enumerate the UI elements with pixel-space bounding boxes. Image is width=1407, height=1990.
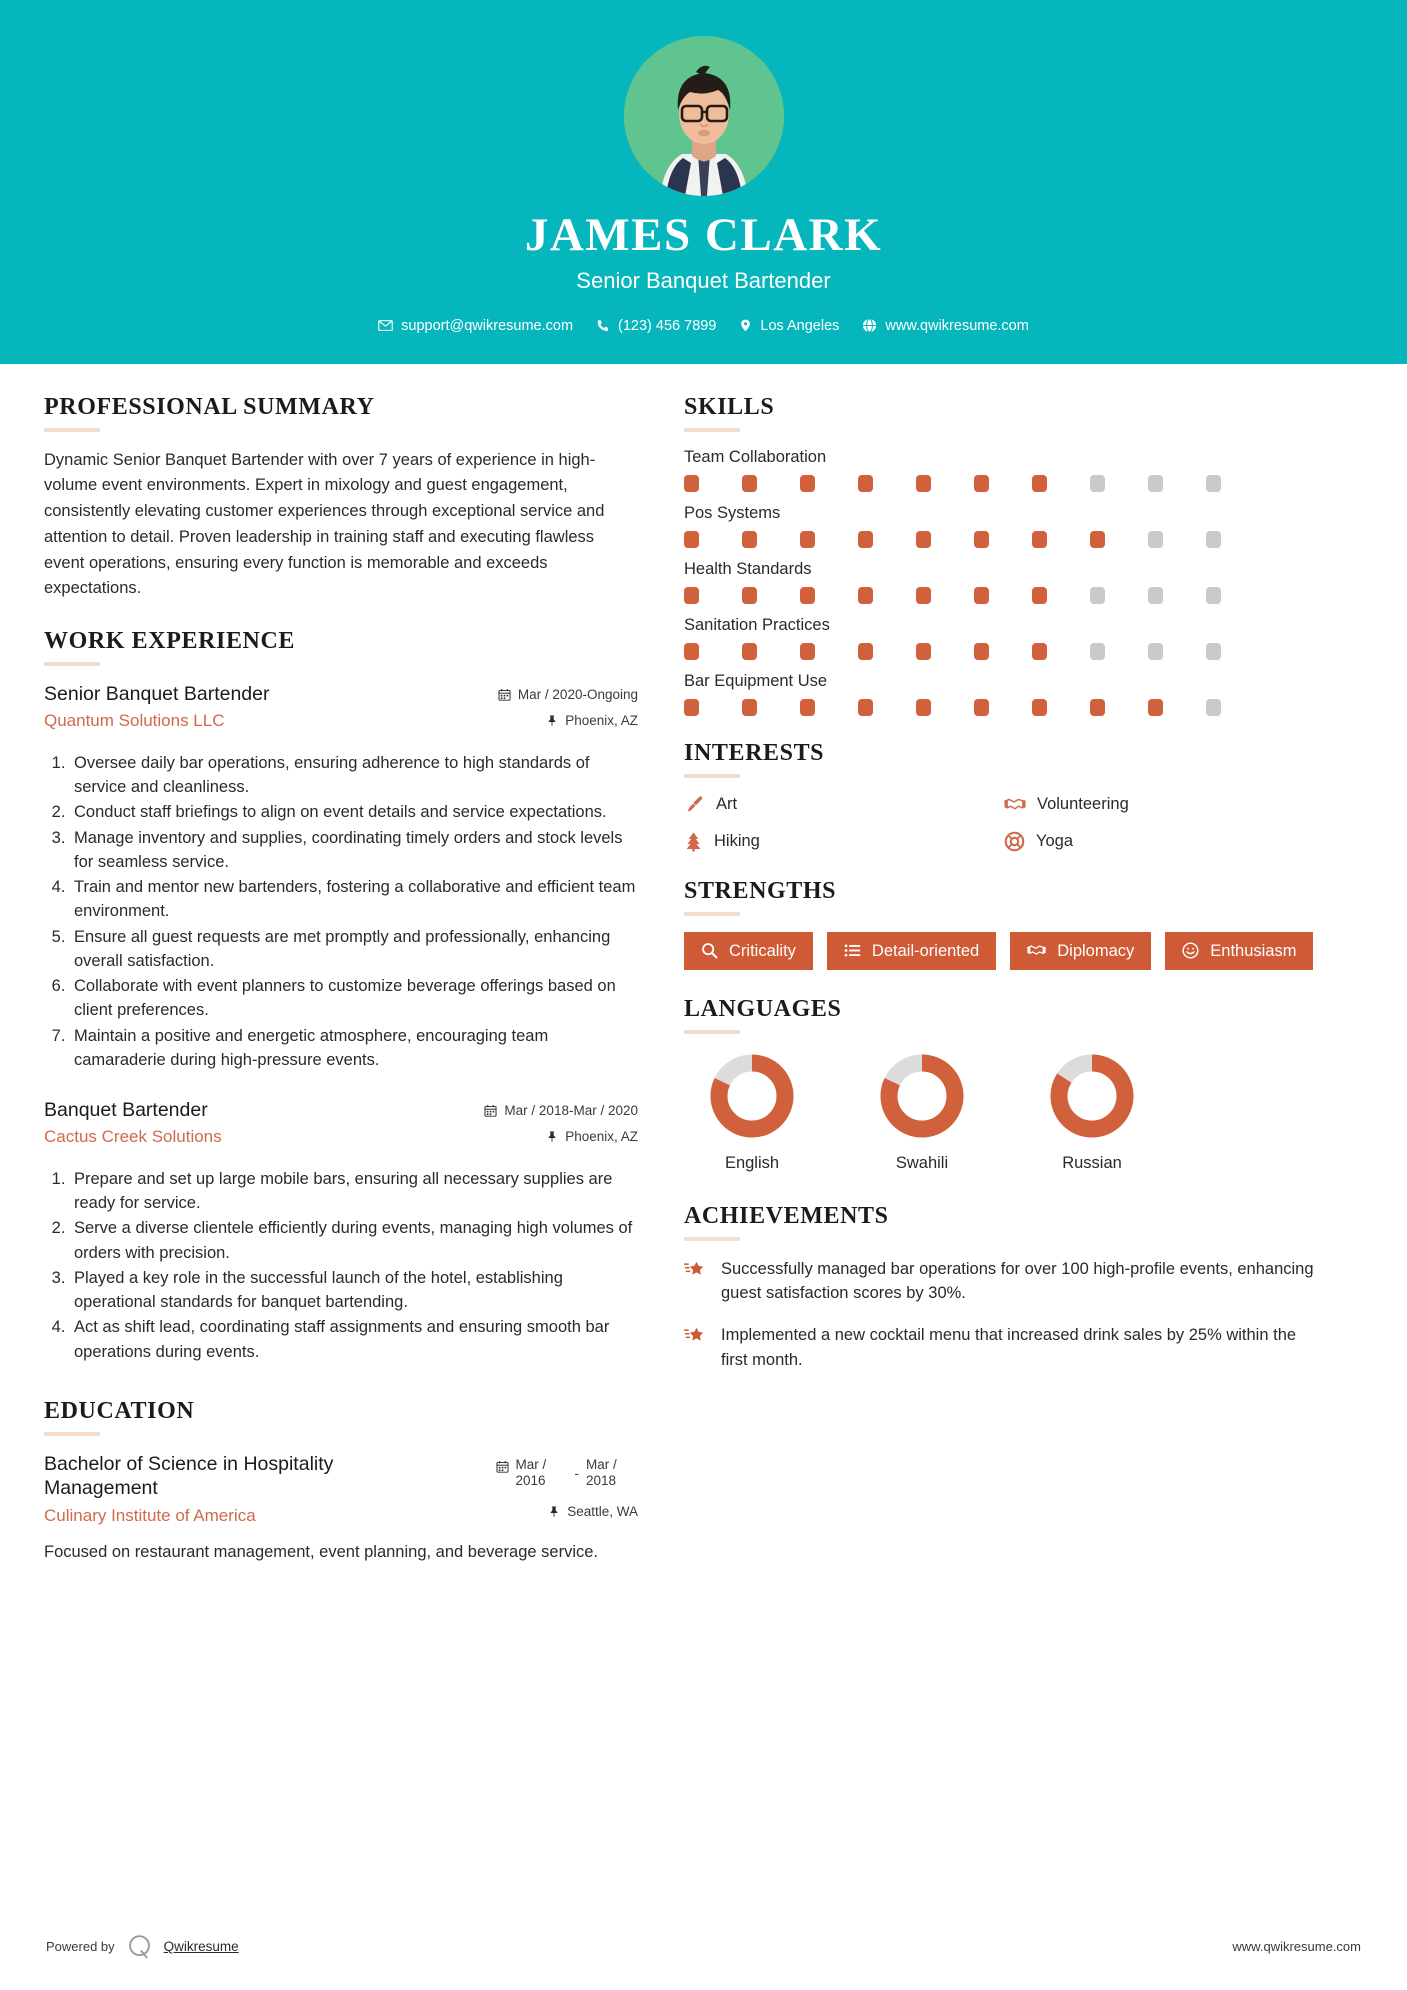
skill-dot — [800, 531, 815, 548]
section-rule — [684, 912, 740, 916]
section-work-experience — [44, 628, 638, 1364]
pushpin-icon — [546, 1130, 558, 1143]
section-heading: LANGUAGES — [684, 995, 842, 1022]
strength-chip-detail-oriented[interactable] — [827, 932, 996, 970]
skill-dot — [1206, 699, 1221, 716]
skill-dot — [1148, 699, 1163, 716]
page-title: JAMES CLARK — [524, 209, 883, 261]
list-icon — [844, 942, 861, 959]
phone-icon — [596, 319, 610, 333]
list-item: 2. Conduct staff briefings to align on event details and service expectations. — [70, 800, 638, 824]
skill-dot — [916, 587, 931, 604]
work-company: Quantum Solutions LLC — [44, 711, 225, 731]
skill-dot — [974, 699, 989, 716]
footer-powered-label: Powered by — [46, 1939, 115, 1954]
skill-dot — [974, 643, 989, 660]
education-end-date: Mar / 2018 — [586, 1456, 617, 1489]
education-date-separator: - — [574, 1465, 579, 1481]
language-label: Russian — [1062, 1153, 1122, 1172]
skill-dot — [1032, 531, 1047, 548]
skill-dot — [858, 531, 873, 548]
qwikresume-logo-icon — [126, 1933, 153, 1960]
section-rule — [44, 662, 100, 666]
footer-powered-by — [46, 1933, 239, 1960]
language-donut-chart — [1046, 1050, 1138, 1142]
resume-header — [0, 0, 1407, 364]
skill-dot — [742, 587, 757, 604]
skill-dot — [916, 531, 931, 548]
skill-dot — [1090, 475, 1105, 492]
interest-label: Hiking — [714, 831, 760, 850]
resume-body — [0, 364, 1407, 1907]
footer-website[interactable]: www.qwikresume.com — [1232, 1939, 1361, 1954]
section-achievements — [684, 1203, 1314, 1372]
section-heading: WORK EXPERIENCE — [44, 628, 296, 655]
achievement-item — [684, 1323, 1314, 1372]
skill-rating — [684, 531, 1314, 548]
work-location — [433, 1129, 638, 1146]
skill-row — [684, 504, 1314, 548]
section-rule — [684, 1237, 740, 1241]
skill-dot — [1032, 475, 1047, 492]
skill-dot — [800, 643, 815, 660]
interest-item — [1004, 831, 1314, 852]
education-start-date: Mar / 2016 — [515, 1456, 547, 1489]
work-company: Cactus Creek Solutions — [44, 1127, 222, 1147]
section-heading: ACHIEVEMENTS — [684, 1202, 889, 1229]
list-item: 2. Serve a diverse clientele efficiently during events, managing high volumes of orders with precision. — [70, 1216, 638, 1265]
language-donut-chart — [876, 1050, 968, 1142]
summary-text: Dynamic Senior Banquet Bartender with over 7 years of experience in high-volume event environments. Expert in mixology and guest engagement, consistently elevating customer experiences through exceptional service and attention to detail. Proven leadership in training staff and executing flawless event operations, ensuring every function is memorable and exceeds expectations. — [44, 450, 605, 598]
contact-phone-text: (123) 456 7899 — [618, 317, 717, 334]
skill-label: Team Collaboration — [684, 447, 827, 466]
skill-dot — [684, 475, 699, 492]
section-heading: STRENGTHS — [684, 877, 837, 904]
work-location — [433, 713, 638, 730]
skill-rating — [684, 643, 1314, 660]
skill-dot — [1148, 643, 1163, 660]
avatar — [624, 36, 784, 196]
star-badge-icon — [684, 1326, 706, 1347]
list-item: 1. Oversee daily bar operations, ensuring adherence to high standards of service and cleanliness. — [70, 751, 638, 800]
section-rule — [44, 428, 100, 432]
strength-label: Criticality — [729, 941, 796, 960]
skill-label: Sanitation Practices — [684, 615, 830, 634]
skills-list — [684, 448, 1314, 716]
strengths-list — [684, 932, 1314, 970]
work-dates — [433, 687, 638, 704]
skill-dot — [800, 699, 815, 716]
skill-dot — [858, 643, 873, 660]
list-item: 7. Maintain a positive and energetic atmosphere, encouraging team camaraderie during high-pressure events. — [70, 1024, 638, 1073]
contact-location[interactable] — [732, 318, 846, 334]
section-heading: EDUCATION — [44, 1397, 195, 1424]
work-bullets — [44, 751, 638, 1072]
interest-label: Yoga — [1036, 831, 1074, 850]
skill-dot — [1032, 587, 1047, 604]
work-role: Senior Banquet Bartender — [44, 683, 270, 706]
section-heading: INTERESTS — [684, 739, 825, 766]
skill-dot — [684, 587, 699, 604]
skill-row — [684, 560, 1314, 604]
list-item: 4. Train and mentor new bartenders, fostering a collaborative and efficient team environment. — [70, 875, 638, 924]
section-education — [44, 1398, 638, 1565]
lifebuoy-icon — [1004, 831, 1025, 852]
interest-item — [1004, 794, 1314, 815]
contact-location-text: Los Angeles — [760, 317, 840, 334]
section-professional-summary — [44, 394, 638, 602]
skill-dot — [800, 475, 815, 492]
section-heading: PROFESSIONAL SUMMARY — [44, 393, 375, 420]
work-entry — [44, 682, 638, 1072]
contact-bar — [0, 318, 1407, 334]
section-rule — [44, 1432, 100, 1436]
achievement-item — [684, 1257, 1314, 1306]
handshake-icon — [1027, 942, 1046, 959]
work-location-text: Phoenix, AZ — [565, 1128, 638, 1144]
strength-chip-enthusiasm[interactable] — [1165, 932, 1313, 970]
work-dates — [433, 1103, 638, 1120]
work-entry — [44, 1098, 638, 1364]
skill-dot — [858, 699, 873, 716]
skill-dot — [1206, 587, 1221, 604]
list-item: 6. Collaborate with event planners to customize beverage offerings based on client preferences. — [70, 974, 638, 1023]
interest-label: Art — [716, 794, 738, 813]
list-item: 4. Act as shift lead, coordinating staff assignments and ensuring smooth bar operations during events. — [70, 1315, 638, 1364]
calendar-icon — [484, 1104, 497, 1117]
calendar-icon — [496, 1460, 509, 1473]
handshake-icon — [1004, 794, 1026, 815]
skill-dot — [858, 475, 873, 492]
envelope-icon — [378, 318, 393, 333]
list-item: 5. Ensure all guest requests are met promptly and professionally, enhancing overall satisfaction. — [70, 925, 638, 974]
contact-website[interactable] — [855, 318, 1035, 334]
work-dates-text: Mar / 2020-Ongoing — [517, 687, 638, 703]
interests-grid — [684, 794, 1314, 852]
paintbrush-icon — [684, 794, 705, 815]
skill-dot — [742, 643, 757, 660]
skill-dot — [974, 531, 989, 548]
skill-dot — [916, 475, 931, 492]
skill-dot — [974, 475, 989, 492]
education-entry — [44, 1452, 638, 1565]
language-item — [1024, 1050, 1160, 1173]
skill-rating — [684, 475, 1314, 492]
skill-dot — [684, 643, 699, 660]
calendar-icon — [498, 688, 511, 701]
skill-dot — [684, 531, 699, 548]
education-degree: Bachelor of Science in Hospitality Management — [44, 1452, 334, 1500]
strength-label: Enthusiasm — [1210, 941, 1297, 960]
section-languages — [684, 996, 1314, 1173]
education-location-text: Seattle, WA — [567, 1503, 638, 1519]
skill-row — [684, 672, 1314, 716]
section-rule — [684, 428, 740, 432]
skill-dot — [916, 699, 931, 716]
skill-row — [684, 616, 1314, 660]
skill-rating — [684, 699, 1314, 716]
skill-dot — [1148, 587, 1163, 604]
skill-dot — [1090, 531, 1105, 548]
strength-label: Detail-oriented — [871, 941, 980, 960]
skill-dot — [916, 643, 931, 660]
education-location — [433, 1504, 638, 1521]
language-donut-chart — [706, 1050, 798, 1142]
skill-rating — [684, 587, 1314, 604]
work-dates-text: Mar / 2018-Mar / 2020 — [504, 1103, 638, 1119]
right-column — [684, 394, 1314, 1907]
education-school: Culinary Institute of America — [44, 1505, 256, 1525]
contact-website-text: www.qwikresume.com — [885, 317, 1029, 334]
skill-dot — [742, 531, 757, 548]
skill-dot — [742, 699, 757, 716]
footer-brand-link[interactable]: Qwikresume — [163, 1939, 239, 1954]
strength-label: Diplomacy — [1057, 941, 1135, 960]
section-strengths — [684, 878, 1314, 970]
skill-dot — [1206, 643, 1221, 660]
contact-email-text: support@qwikresume.com — [401, 317, 574, 334]
contact-phone[interactable] — [589, 318, 723, 334]
language-label: Swahili — [895, 1153, 949, 1172]
skill-dot — [800, 587, 815, 604]
skill-dot — [1148, 531, 1163, 548]
skill-row — [684, 448, 1314, 492]
interest-label: Volunteering — [1037, 794, 1129, 813]
skill-dot — [1090, 643, 1105, 660]
work-bullets — [44, 1167, 638, 1364]
skill-dot — [1032, 643, 1047, 660]
strength-chip-criticality[interactable] — [684, 932, 813, 970]
list-item: 3. Played a key role in the successful launch of the hotel, establishing operational standards for banquet bartending. — [70, 1266, 638, 1315]
profile-photo-icon — [624, 36, 784, 196]
skill-dot — [974, 587, 989, 604]
languages-list — [684, 1050, 1314, 1173]
page-footer — [0, 1907, 1407, 1990]
work-role: Banquet Bartender — [44, 1099, 208, 1122]
education-description: Focused on restaurant management, event planning, and beverage service. — [44, 1542, 599, 1561]
tree-icon — [684, 831, 703, 852]
section-heading: SKILLS — [684, 393, 775, 420]
section-rule — [684, 1030, 740, 1034]
skill-dot — [1090, 587, 1105, 604]
section-interests — [684, 740, 1314, 852]
job-title: Senior Banquet Bartender — [576, 267, 831, 293]
location-pin-icon — [739, 318, 752, 333]
skill-label: Bar Equipment Use — [684, 671, 828, 690]
interest-item — [684, 794, 994, 815]
skill-dot — [858, 587, 873, 604]
language-item — [854, 1050, 990, 1173]
section-rule — [684, 774, 740, 778]
skill-label: Pos Systems — [684, 503, 781, 522]
skill-dot — [1148, 475, 1163, 492]
work-location-text: Phoenix, AZ — [565, 712, 638, 728]
skill-dot — [1090, 699, 1105, 716]
section-skills — [684, 394, 1314, 716]
skill-dot — [742, 475, 757, 492]
skill-label: Health Standards — [684, 559, 812, 578]
language-item — [684, 1050, 820, 1173]
list-item: 1. Prepare and set up large mobile bars, ensuring all necessary supplies are ready for service. — [70, 1167, 638, 1216]
skill-dot — [684, 699, 699, 716]
language-label: English — [724, 1153, 780, 1172]
achievement-text: Successfully managed bar operations for over 100 high-profile events, enhancing guest satisfaction scores by 30%. — [721, 1259, 1314, 1303]
skill-dot — [1206, 531, 1221, 548]
skill-dot — [1206, 475, 1221, 492]
contact-email[interactable] — [371, 318, 580, 334]
left-column — [44, 394, 638, 1907]
skill-dot — [1032, 699, 1047, 716]
list-item: 3. Manage inventory and supplies, coordinating timely orders and stock levels for seamless service. — [70, 826, 638, 875]
interest-item — [684, 831, 994, 852]
magnifier-icon — [701, 942, 718, 959]
smiley-icon — [1182, 942, 1199, 959]
pushpin-icon — [548, 1505, 560, 1518]
achievement-text: Implemented a new cocktail menu that increased drink sales by 25% within the first month. — [721, 1326, 1297, 1369]
strength-chip-diplomacy[interactable] — [1010, 932, 1151, 970]
pushpin-icon — [546, 714, 558, 727]
star-badge-icon — [684, 1260, 706, 1281]
globe-icon — [862, 318, 877, 333]
education-dates — [433, 1457, 638, 1490]
